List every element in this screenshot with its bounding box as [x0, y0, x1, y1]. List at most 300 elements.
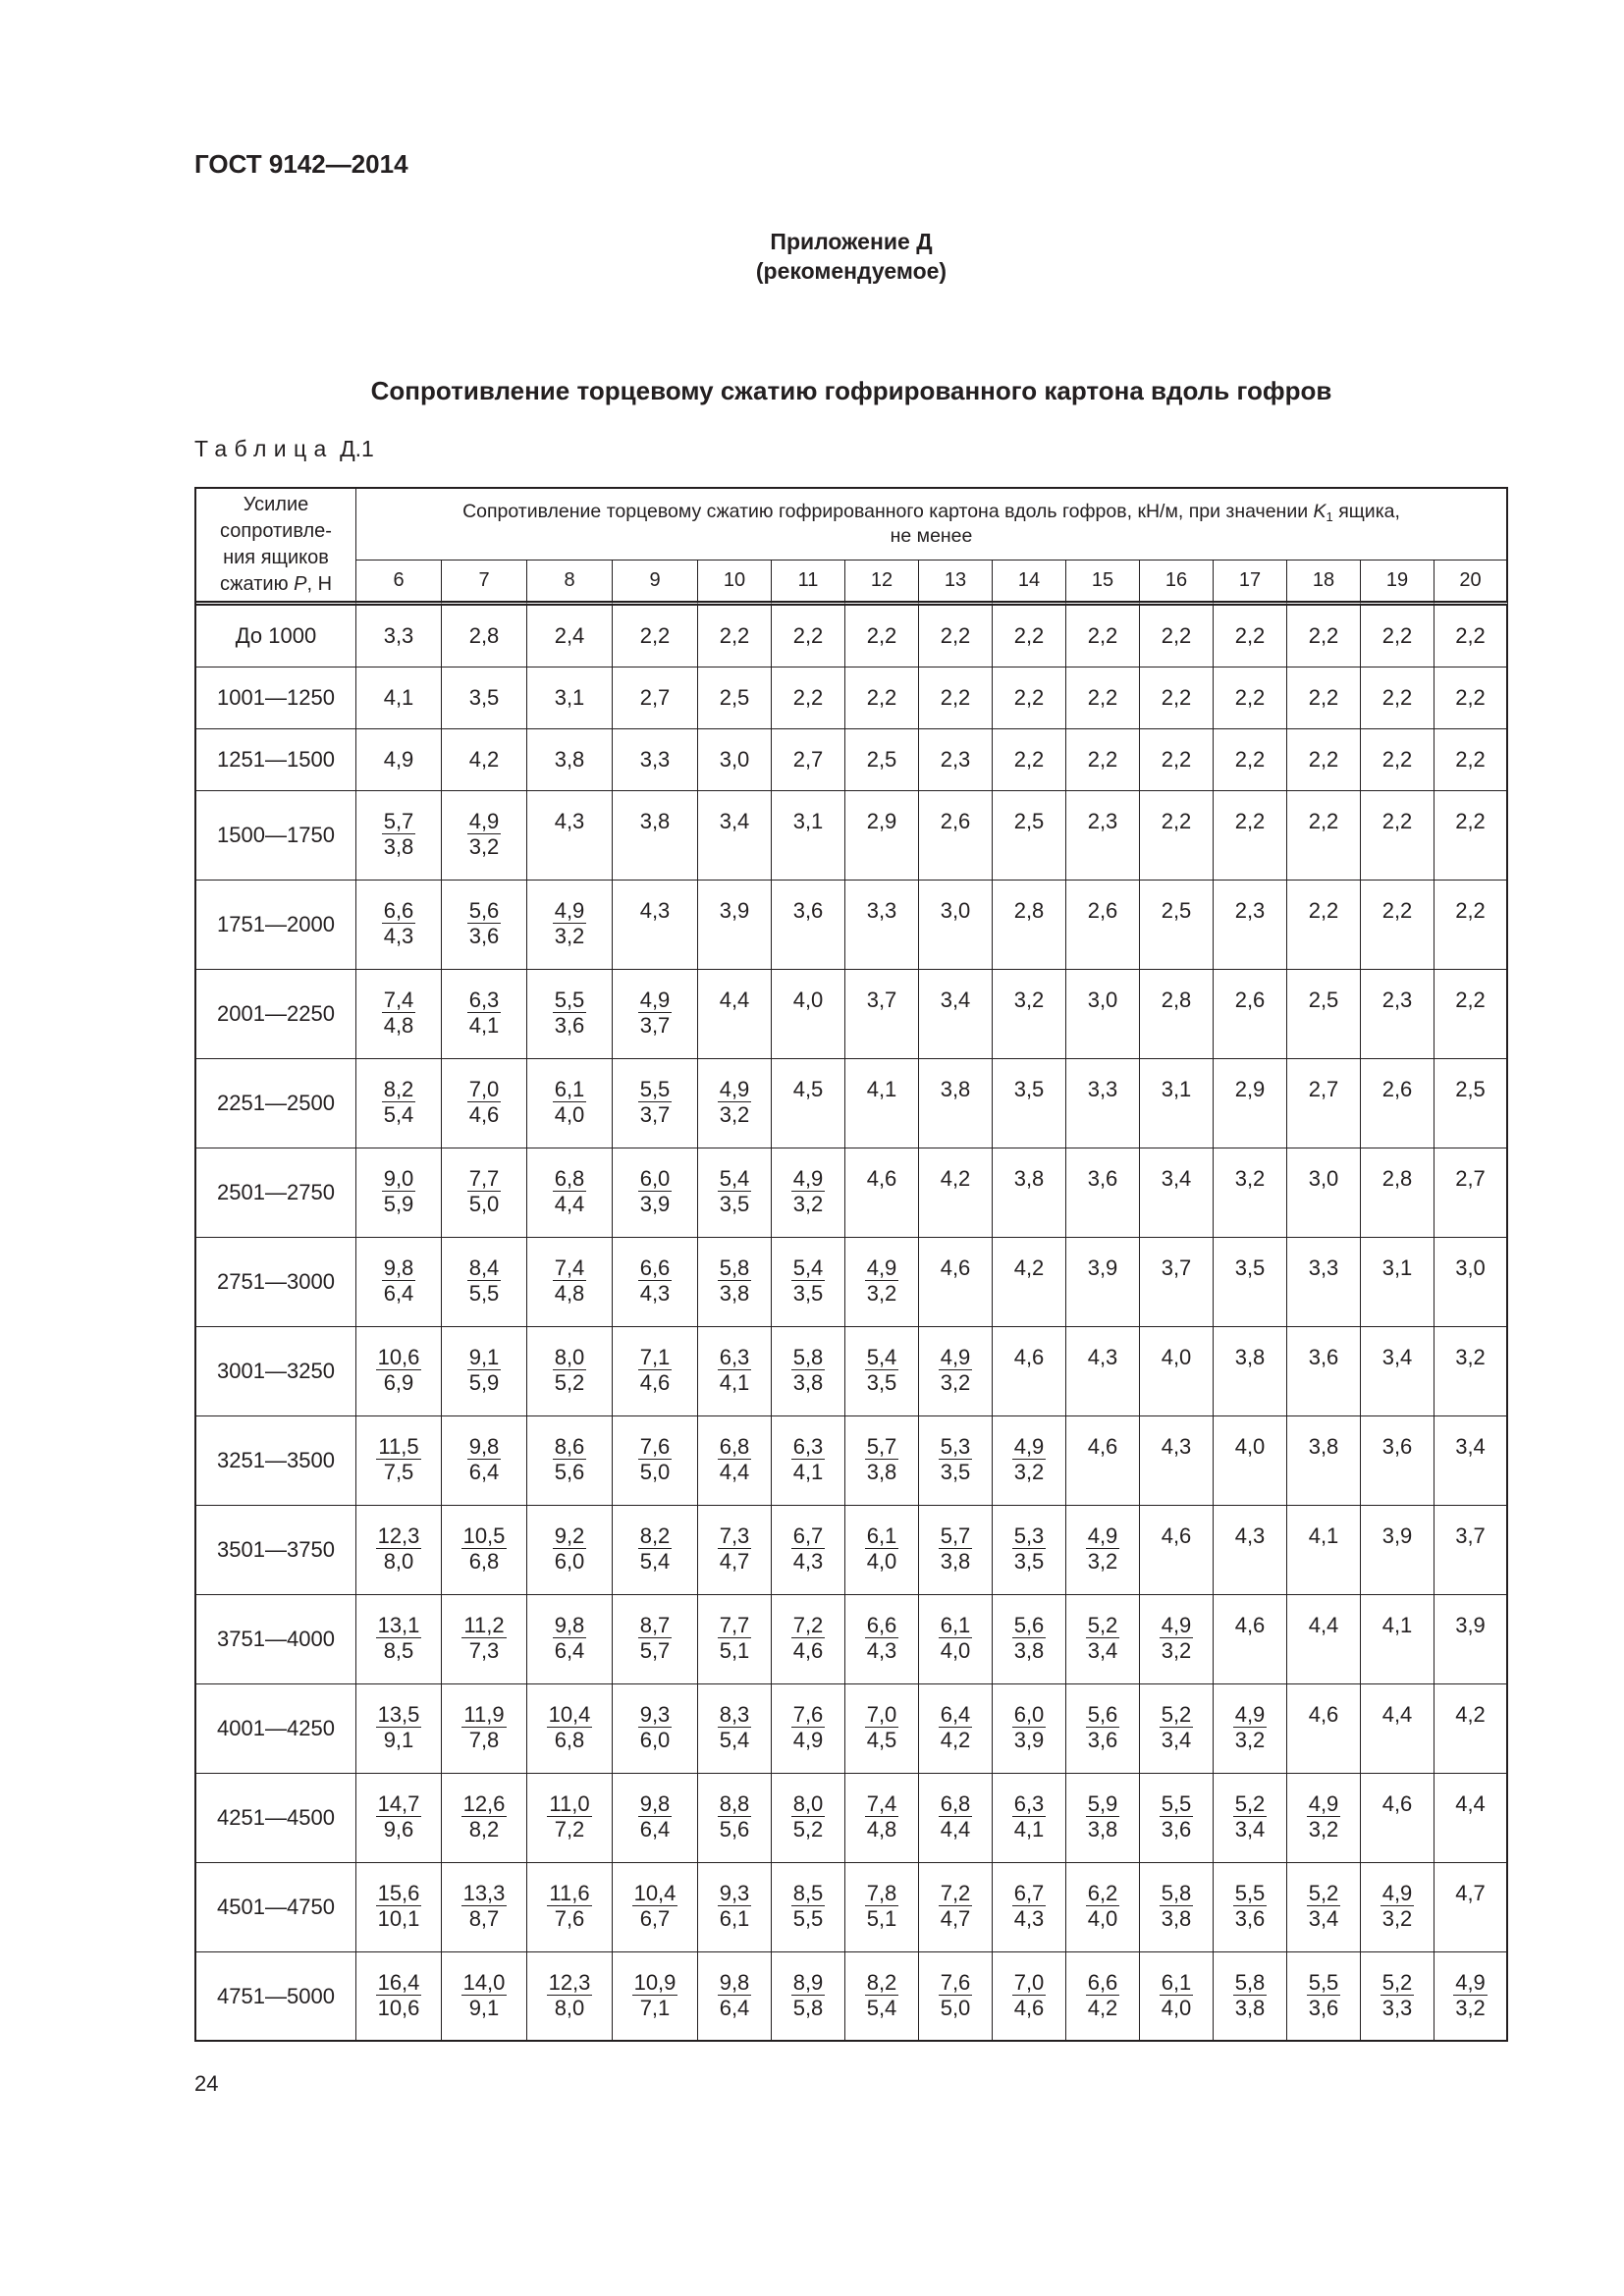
table-cell [527, 1774, 613, 1863]
cell-value: 4,4 [1455, 1791, 1486, 1816]
table-cell [845, 729, 919, 791]
table-cell [1287, 1684, 1361, 1774]
table-cell [1361, 729, 1435, 791]
table-cell [1287, 1238, 1361, 1327]
fraction-denominator: 3,8 [866, 1460, 897, 1484]
table-cell [613, 881, 698, 970]
header-resistance-line-2: не менее [890, 525, 973, 547]
cell-value: 2,2 [1234, 685, 1266, 710]
fraction-denominator: 3,6 [554, 1013, 585, 1038]
fraction-value [1233, 1970, 1268, 2021]
fraction-numerator: 6,6 [1087, 1970, 1118, 1995]
fraction-value [467, 1255, 502, 1307]
table-cell [1140, 1952, 1214, 2042]
cell-value: 2,6 [1381, 1077, 1413, 1101]
fraction-value [865, 1523, 899, 1575]
table-cell [1435, 1863, 1508, 1952]
fraction-denominator: 4,0 [1161, 1996, 1192, 2020]
table-cell [1435, 1148, 1508, 1238]
table-cell [1140, 970, 1214, 1059]
fraction-value [467, 988, 502, 1039]
table-cell [1140, 1684, 1214, 1774]
cell-value: 3,3 [383, 623, 414, 648]
table-cell [1435, 1416, 1508, 1506]
fraction-denominator: 7,8 [468, 1728, 500, 1752]
cell-value: 3,2 [1455, 1345, 1486, 1369]
table-cell [993, 1595, 1066, 1684]
cell-value: 2,2 [1308, 809, 1339, 833]
fraction-denominator: 3,8 [383, 834, 414, 859]
table-cell [1361, 667, 1435, 729]
fraction-value [791, 1523, 826, 1575]
table-cell [1140, 1148, 1214, 1238]
cell-value: 2,2 [1308, 685, 1339, 710]
fraction-denominator: 3,6 [1308, 1996, 1339, 2020]
fraction-denominator: 4,1 [792, 1460, 824, 1484]
cell-value: 2,2 [719, 623, 750, 648]
fraction-denominator: 3,2 [554, 924, 585, 948]
table-cell [1066, 1238, 1140, 1327]
table-cell [356, 1863, 442, 1952]
fraction-value [791, 1613, 826, 1664]
fraction-denominator: 4,0 [1087, 1906, 1118, 1931]
cell-value: 4,2 [940, 1166, 971, 1191]
table-cell [1066, 1595, 1140, 1684]
fraction-denominator: 5,6 [554, 1460, 585, 1484]
fraction-value [638, 1345, 673, 1396]
cell-value: 4,6 [1087, 1434, 1118, 1459]
fraction-value [718, 1702, 752, 1753]
fraction-denominator: 6,0 [554, 1549, 585, 1574]
cell-value: 3,7 [866, 988, 897, 1012]
row-label: 2501—2750 [196, 1148, 356, 1238]
table-cell [1214, 1863, 1287, 1952]
table-cell [845, 881, 919, 970]
fraction-numerator: 5,5 [639, 1077, 671, 1101]
cell-value: 3,6 [1308, 1345, 1339, 1369]
table-cell [1287, 729, 1361, 791]
table-cell [1214, 791, 1287, 881]
fraction-numerator: 7,6 [639, 1434, 671, 1459]
cell-value: 2,6 [1087, 898, 1118, 923]
table-cell [1435, 1327, 1508, 1416]
table-cell [1066, 1148, 1140, 1238]
fraction-denominator: 10,6 [377, 1996, 420, 2020]
fraction-denominator: 4,3 [866, 1638, 897, 1663]
fraction-value [1012, 1702, 1047, 1753]
table-cell [1287, 1416, 1361, 1506]
fraction-denominator: 9,1 [383, 1728, 414, 1752]
fraction-value [376, 1970, 422, 2021]
fraction-denominator: 3,5 [940, 1460, 971, 1484]
table-cell [698, 1595, 772, 1684]
fraction-numerator: 9,3 [719, 1881, 750, 1905]
fraction-numerator: 6,0 [639, 1166, 671, 1191]
table-cell [993, 1506, 1066, 1595]
fraction-value [1012, 1613, 1047, 1664]
fraction-value [1160, 1613, 1194, 1664]
fraction-denominator: 3,5 [792, 1281, 824, 1306]
fraction-numerator: 8,0 [792, 1791, 824, 1816]
table-cell [442, 1148, 527, 1238]
fraction-denominator: 5,0 [468, 1192, 500, 1216]
fraction-denominator: 3,4 [1087, 1638, 1118, 1663]
fraction-value [1012, 1434, 1047, 1485]
table-cell [845, 1684, 919, 1774]
fraction-value [638, 1255, 673, 1307]
fraction-value [1160, 1881, 1194, 1932]
cell-value: 4,9 [383, 747, 414, 772]
fraction-value [1086, 1881, 1120, 1932]
table-cell [919, 1684, 993, 1774]
fraction-numerator: 14,0 [462, 1970, 506, 1995]
fraction-value [1307, 1791, 1341, 1842]
cell-value: 3,6 [1381, 1434, 1413, 1459]
fraction-denominator: 4,8 [866, 1817, 897, 1842]
table-cell [527, 970, 613, 1059]
header-compression-resistance [356, 489, 1508, 561]
fraction-numerator: 10,4 [633, 1881, 677, 1905]
table-cell [613, 791, 698, 881]
cell-value: 2,2 [1455, 898, 1486, 923]
table-cell [1361, 1238, 1435, 1327]
fraction-numerator: 8,3 [719, 1702, 750, 1727]
fraction-denominator: 8,0 [554, 1996, 585, 2020]
fraction-denominator: 7,1 [639, 1996, 671, 2020]
table-cell [993, 1774, 1066, 1863]
fraction-numerator: 9,3 [639, 1702, 671, 1727]
table-cell [1361, 881, 1435, 970]
fraction-value [1086, 1523, 1120, 1575]
fraction-denominator: 3,5 [719, 1192, 750, 1216]
fraction-value [382, 898, 416, 949]
fraction-numerator: 7,6 [792, 1702, 824, 1727]
fraction-numerator: 4,9 [1308, 1791, 1339, 1816]
table-cell [527, 791, 613, 881]
table-cell [1066, 1774, 1140, 1863]
table-cell [845, 1774, 919, 1863]
cell-value: 2,2 [1234, 623, 1266, 648]
table-cell [356, 1416, 442, 1506]
table-cell [698, 1506, 772, 1595]
fraction-numerator: 7,8 [866, 1881, 897, 1905]
table-cell [698, 1863, 772, 1952]
table-cell [698, 1774, 772, 1863]
table-cell [1361, 970, 1435, 1059]
fraction-numerator: 5,5 [554, 988, 585, 1012]
cell-value: 2,2 [1308, 623, 1339, 648]
fraction-value [547, 1970, 593, 2021]
cell-value: 2,2 [1455, 988, 1486, 1012]
fraction-value [467, 1345, 502, 1396]
fraction-numerator: 7,4 [554, 1255, 585, 1280]
cell-value: 2,5 [719, 685, 750, 710]
fraction-denominator: 3,4 [1308, 1906, 1339, 1931]
fraction-denominator: 8,2 [468, 1817, 500, 1842]
fraction-numerator: 9,2 [554, 1523, 585, 1548]
table-cell [1140, 881, 1214, 970]
header-force-line [220, 571, 332, 598]
fraction-value [638, 1077, 673, 1128]
fraction-value [382, 1166, 416, 1217]
table-cell [1361, 606, 1435, 667]
fraction-numerator: 6,0 [1013, 1702, 1045, 1727]
table-cell [442, 1684, 527, 1774]
table-cell [1361, 791, 1435, 881]
table-cell [613, 970, 698, 1059]
table-cell [919, 1863, 993, 1952]
fraction-value [376, 1345, 422, 1396]
fraction-denominator: 6,8 [554, 1728, 585, 1752]
fraction-value [547, 1881, 591, 1932]
table-cell [1140, 1327, 1214, 1416]
column-header: 6 [356, 561, 442, 606]
cell-value: 2,2 [1234, 747, 1266, 772]
cell-value: 4,6 [940, 1255, 971, 1280]
cell-value: 2,2 [1161, 623, 1192, 648]
fraction-value [865, 1255, 899, 1307]
table-cell [1361, 1774, 1435, 1863]
fraction-value [638, 1434, 673, 1485]
cell-value: 3,3 [1308, 1255, 1339, 1280]
table-cell [442, 1952, 527, 2042]
cell-value: 3,4 [1455, 1434, 1486, 1459]
table-cell [919, 970, 993, 1059]
cell-value: 3,9 [1455, 1613, 1486, 1637]
table-cell [1435, 1684, 1508, 1774]
fraction-value [1086, 1970, 1120, 2021]
table-cell [356, 970, 442, 1059]
table-cell [442, 1416, 527, 1506]
fraction-denominator: 3,2 [1013, 1460, 1045, 1484]
table-cell [845, 1952, 919, 2042]
table-cell [1214, 881, 1287, 970]
cell-value: 3,9 [1087, 1255, 1118, 1280]
table-cell [613, 1952, 698, 2042]
cell-value: 3,8 [554, 747, 585, 772]
cell-value: 2,9 [866, 809, 897, 833]
fraction-denominator: 4,5 [866, 1728, 897, 1752]
fraction-value [1012, 1970, 1047, 2021]
cell-value: 4,2 [468, 747, 500, 772]
fraction-denominator: 3,2 [1308, 1817, 1339, 1842]
column-header: 7 [442, 561, 527, 606]
table-cell [993, 970, 1066, 1059]
fraction-denominator: 7,6 [554, 1906, 585, 1931]
table-cell [1361, 1863, 1435, 1952]
fraction-numerator: 6,1 [940, 1613, 971, 1637]
cell-value: 2,2 [940, 685, 971, 710]
table-cell [698, 1416, 772, 1506]
cell-value: 3,2 [1013, 988, 1045, 1012]
fraction-numerator: 9,8 [554, 1613, 585, 1637]
cell-value: 4,5 [792, 1077, 824, 1101]
table-cell [1435, 970, 1508, 1059]
table-cell [356, 1238, 442, 1327]
cell-value: 3,8 [1234, 1345, 1266, 1369]
fraction-numerator: 7,0 [866, 1702, 897, 1727]
fraction-denominator: 4,0 [866, 1549, 897, 1574]
fraction-numerator: 6,6 [866, 1613, 897, 1637]
fraction-numerator: 5,2 [1161, 1702, 1192, 1727]
table-cell [613, 667, 698, 729]
fraction-value [1380, 1881, 1415, 1932]
table-cell [919, 791, 993, 881]
table-cell [1287, 1059, 1361, 1148]
cell-value: 3,5 [1234, 1255, 1266, 1280]
fraction-denominator: 8,7 [468, 1906, 500, 1931]
fraction-value [718, 1881, 752, 1932]
fraction-value [547, 1791, 591, 1842]
header-resistance-text: Сопротивление торцевому сжатию гофрированного картона вдоль гофров, кН/м, при значении [462, 501, 1309, 522]
table-cell [845, 1863, 919, 1952]
table-cell [1066, 667, 1140, 729]
fraction-value [638, 1166, 673, 1217]
table-cell [613, 1684, 698, 1774]
table-cell [1140, 1238, 1214, 1327]
fraction-denominator: 3,8 [1087, 1817, 1118, 1842]
table-cell [1287, 791, 1361, 881]
table-cell [993, 729, 1066, 791]
cell-value: 3,3 [639, 747, 671, 772]
table-cell [1361, 1416, 1435, 1506]
table-cell [613, 1416, 698, 1506]
table-cell [442, 667, 527, 729]
fraction-value [1086, 1702, 1120, 1753]
table-cell [1214, 1952, 1287, 2042]
table-cell [527, 667, 613, 729]
fraction-denominator: 3,2 [1087, 1549, 1118, 1574]
fraction-denominator: 5,4 [639, 1549, 671, 1574]
table-cell [1287, 1774, 1361, 1863]
table-cell [442, 1863, 527, 1952]
table-cell [1214, 1148, 1287, 1238]
table-cell [919, 1506, 993, 1595]
column-header: 16 [1140, 561, 1214, 606]
fraction-numerator: 6,4 [940, 1702, 971, 1727]
table-cell [993, 1238, 1066, 1327]
cell-value: 2,2 [1381, 623, 1413, 648]
cell-value: 2,2 [1381, 685, 1413, 710]
table-cell [772, 606, 845, 667]
table-cell [1435, 1238, 1508, 1327]
fraction-numerator: 6,2 [1087, 1881, 1118, 1905]
table-cell [527, 1327, 613, 1416]
cell-value: 4,4 [1381, 1702, 1413, 1727]
fraction-value [553, 898, 587, 949]
table-cell [698, 1684, 772, 1774]
fraction-numerator: 5,2 [1234, 1791, 1266, 1816]
fraction-denominator: 6,9 [383, 1370, 414, 1395]
cell-value: 4,3 [639, 898, 671, 923]
table-cell [993, 1863, 1066, 1952]
fraction-denominator: 4,2 [940, 1728, 971, 1752]
fraction-numerator: 4,9 [940, 1345, 971, 1369]
row-label: 4751—5000 [196, 1952, 356, 2042]
cell-value: 3,6 [1087, 1166, 1118, 1191]
fraction-value [1012, 1523, 1047, 1575]
fraction-numerator: 4,9 [1455, 1970, 1486, 1995]
fraction-denominator: 6,8 [468, 1549, 500, 1574]
fraction-value [865, 1881, 899, 1932]
fraction-numerator: 5,6 [468, 898, 500, 923]
cell-value: 2,7 [1455, 1166, 1486, 1191]
table-cell [845, 606, 919, 667]
fraction-value [1307, 1970, 1341, 2021]
fraction-denominator: 4,3 [383, 924, 414, 948]
table-cell [772, 1506, 845, 1595]
cell-value: 2,2 [1234, 809, 1266, 833]
fraction-value [1086, 1613, 1120, 1664]
fraction-numerator: 5,4 [719, 1166, 750, 1191]
page-number: 24 [194, 2071, 219, 2096]
cell-value: 2,2 [1381, 747, 1413, 772]
cell-value: 2,2 [1455, 747, 1486, 772]
fraction-denominator: 3,4 [1234, 1817, 1266, 1842]
table-cell [1361, 1595, 1435, 1684]
fraction-denominator: 5,5 [468, 1281, 500, 1306]
fraction-numerator: 5,3 [940, 1434, 971, 1459]
fraction-numerator: 13,1 [377, 1613, 420, 1637]
fraction-value [939, 1881, 973, 1932]
table-cell [772, 1148, 845, 1238]
fraction-denominator: 3,8 [940, 1549, 971, 1574]
header-resistance-variable: K [1313, 501, 1326, 522]
cell-value: 2,7 [639, 685, 671, 710]
table-caption [194, 435, 374, 462]
fraction-denominator: 10,1 [377, 1906, 420, 1931]
fraction-denominator: 6,4 [554, 1638, 585, 1663]
fraction-numerator: 11,5 [378, 1434, 419, 1459]
table-cell [1214, 1238, 1287, 1327]
fraction-value [553, 1077, 587, 1128]
cell-value: 2,2 [1381, 898, 1413, 923]
cell-value: 3,7 [1455, 1523, 1486, 1548]
table-cell [845, 791, 919, 881]
fraction-value [382, 809, 416, 860]
header-resistance-line-1 [462, 500, 1400, 524]
table-cell [1287, 970, 1361, 1059]
table-cell [919, 1952, 993, 2042]
fraction-numerator: 4,9 [468, 809, 500, 833]
fraction-value [467, 809, 502, 860]
fraction-value [553, 1345, 587, 1396]
fraction-numerator: 13,5 [377, 1702, 420, 1727]
fraction-denominator: 3,2 [1234, 1728, 1266, 1752]
fraction-value [553, 1434, 587, 1485]
compression-resistance-table [194, 487, 1508, 2042]
table-cell [993, 1059, 1066, 1148]
fraction-denominator: 4,7 [940, 1906, 971, 1931]
table-cell [1214, 970, 1287, 1059]
fraction-numerator: 4,9 [792, 1166, 824, 1191]
table-cell [527, 1506, 613, 1595]
fraction-value [376, 1613, 422, 1664]
fraction-numerator: 4,9 [639, 988, 671, 1012]
fraction-numerator: 5,8 [1161, 1881, 1192, 1905]
row-label: 3251—3500 [196, 1416, 356, 1506]
fraction-numerator: 8,2 [866, 1970, 897, 1995]
table-cell [698, 606, 772, 667]
cell-value: 4,1 [1381, 1613, 1413, 1637]
table-cell [1361, 1059, 1435, 1148]
table-cell [613, 1059, 698, 1148]
fraction-numerator: 5,9 [1087, 1791, 1118, 1816]
fraction-value [718, 1077, 752, 1128]
fraction-value [467, 1166, 502, 1217]
fraction-denominator: 3,9 [1013, 1728, 1045, 1752]
header-force-variable: P [294, 573, 307, 595]
